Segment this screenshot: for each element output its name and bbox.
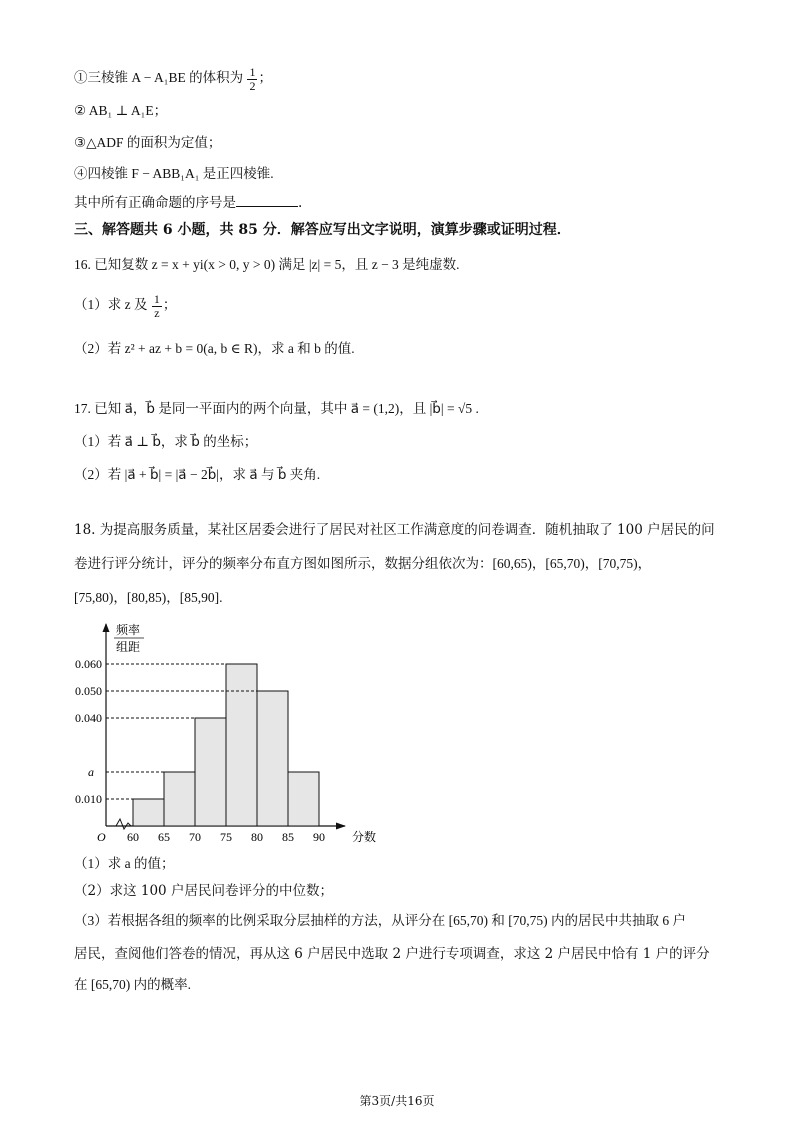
q18-part3-line1: （3）若根据各组的频率的比例采取分层抽样的方法，从评分在 [65,70) 和 [70,75) 内的居民中共抽取 6 户 bbox=[74, 913, 686, 928]
q16-part1-text: （1）求 z 及 bbox=[74, 297, 151, 313]
y-tick-label: 0.060 bbox=[75, 657, 102, 671]
frequency-histogram bbox=[60, 612, 380, 850]
y-tick-label: 0.010 bbox=[75, 792, 102, 806]
statement-3: ③△ADF 的面积为定值； bbox=[74, 135, 222, 150]
q16-stem: 16. 已知复数 z = x + yi(x > 0, y > 0) 满足 |z| = 5，且 z − 3 是纯虚数. bbox=[74, 257, 460, 272]
histogram-bar bbox=[257, 691, 288, 826]
q18-part2: （2）求这 100 户居民问卷评分的中位数； bbox=[74, 883, 333, 899]
statement-2: ② AB₁ ⊥ A₁E； bbox=[74, 103, 168, 118]
fraction-denominator: z bbox=[154, 305, 160, 320]
q17-stem: 17. 已知 a⃗，b⃗ 是同一平面内的两个向量，其中 a⃗ = (1,2)，且 |b⃗| = √5 . bbox=[74, 401, 479, 416]
y-axis-arrow bbox=[103, 623, 110, 632]
x-tick-label: 75 bbox=[220, 830, 232, 844]
q16-part1 bbox=[74, 293, 176, 319]
y-tick-label: 0.040 bbox=[75, 711, 102, 725]
x-axis-label: 分数 bbox=[352, 830, 377, 844]
fraction-numerator: 1 bbox=[249, 65, 256, 79]
statement-1-text: ①三棱锥 A − A₁BE 的体积为 bbox=[74, 70, 247, 86]
statement-1-end: ； bbox=[258, 70, 272, 86]
histogram-bar bbox=[288, 772, 319, 826]
y-tick-label: 0.050 bbox=[75, 684, 102, 698]
section-3-heading: 三、解答题共 6 小题，共 85 分．解答应写出文字说明，演算步骤或证明过程． bbox=[74, 222, 571, 238]
x-tick-label: 60 bbox=[127, 830, 139, 844]
answer-prompt bbox=[74, 194, 302, 211]
fraction-one-over-z bbox=[152, 293, 162, 319]
y-axis-label-bottom: 组距 bbox=[116, 640, 141, 654]
q17-part1: （1）若 a⃗ ⊥ b⃗，求 b⃗ 的坐标； bbox=[74, 434, 258, 449]
statement-1 bbox=[74, 66, 272, 92]
q17-part2: （2）若 |a⃗ + b⃗| = |a⃗ − 2b⃗|，求 a⃗ 与 b⃗ 夹角. bbox=[74, 467, 321, 482]
answer-end: . bbox=[298, 195, 303, 211]
fraction-denominator: 2 bbox=[249, 78, 256, 93]
q18-part3-line3: 在 [65,70) 内的概率. bbox=[74, 977, 191, 992]
x-tick-label: 85 bbox=[282, 830, 294, 844]
x-tick-label: 65 bbox=[158, 830, 170, 844]
x-tick-label: 90 bbox=[313, 830, 325, 844]
x-tick-label: 80 bbox=[251, 830, 263, 844]
axis-break-mark bbox=[116, 819, 131, 829]
y-axis-label-top: 频率 bbox=[116, 623, 141, 637]
answer-blank bbox=[236, 194, 298, 207]
q18-stem-line3: [75,80)，[80,85)，[85,90]. bbox=[74, 590, 223, 605]
x-axis-arrow bbox=[336, 823, 346, 830]
histogram-bar bbox=[164, 772, 195, 826]
q18-stem-line1: 18. 为提高服务质量，某社区居委会进行了居民对社区工作满意度的问卷调查．随机抽取了 100 户居民的问 bbox=[74, 522, 715, 538]
fraction-one-half bbox=[247, 66, 257, 92]
q18-part3-line2: 居民，查阅他们答卷的情况，再从这 6 户居民中选取 2 户进行专项调查，求这 2 户居民中恰有 1 户的评分 bbox=[74, 946, 710, 962]
y-tick-label: a bbox=[88, 765, 94, 779]
q16-part2: （2）若 z² + az + b = 0(a, b ∈ R)，求 a 和 b 的值. bbox=[74, 341, 355, 356]
page-number: 第3页/共16页 bbox=[359, 1094, 435, 1108]
q18-stem-line2: 卷进行评分统计，评分的频率分布直方图如图所示，数据分组依次为：[60,65)，[65,70)，[70,75)， bbox=[74, 556, 652, 571]
x-tick-label: 70 bbox=[189, 830, 201, 844]
statement-4: ④四棱锥 F − ABB₁A₁ 是正四棱锥. bbox=[74, 166, 274, 181]
fraction-numerator: 1 bbox=[153, 292, 160, 306]
histogram-bar bbox=[133, 799, 164, 826]
q18-part1: （1）求 a 的值； bbox=[74, 856, 175, 871]
histogram-bar bbox=[226, 664, 257, 826]
origin-label: O bbox=[97, 830, 106, 844]
q16-part1-end: ； bbox=[162, 297, 177, 313]
answer-prompt-text: 其中所有正确命题的序号是 bbox=[74, 195, 236, 211]
histogram-bar bbox=[195, 718, 226, 826]
